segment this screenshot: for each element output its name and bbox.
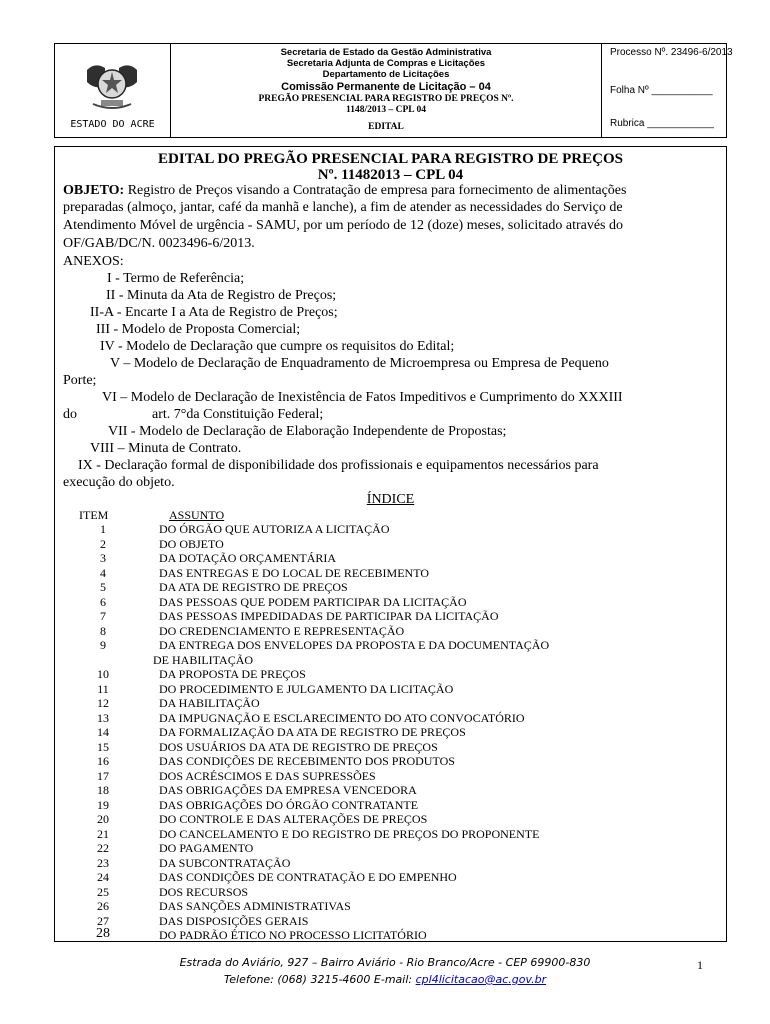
pregao-line-1: PREGÃO PRESENCIAL PARA REGISTRO DE PREÇOS Nº. bbox=[258, 94, 514, 104]
indice-item-subject: DAS SANÇÕES ADMINISTRATIVAS bbox=[159, 899, 351, 913]
indice-item-number: 18 bbox=[97, 783, 109, 797]
indice-item-number: 6 bbox=[100, 594, 106, 609]
indice-item-subject: DOS ACRÉSCIMOS E DAS SUPRESSÕES bbox=[159, 768, 376, 783]
indice-item-number: 13 bbox=[97, 710, 109, 725]
objeto-line-2: preparadas (almoço, jantar, café da manhã e lanche), a fim de atender as necessidades do Serviço de bbox=[63, 200, 623, 215]
departamento: Departamento de Licitações bbox=[322, 69, 450, 80]
footer-contact: Telefone: (068) 3215-4600 E-mail: cpl4licitacao@ac.gov.br bbox=[223, 973, 547, 986]
indice-item-subject: DOS RECURSOS bbox=[159, 884, 249, 899]
indice-item-number: 4 bbox=[100, 565, 106, 580]
main-content bbox=[54, 146, 727, 942]
indice-col-item: ITEM bbox=[79, 508, 109, 522]
anexo-vi-do: do bbox=[63, 407, 77, 422]
indice-item-number: 26 bbox=[97, 899, 109, 913]
objeto-label: OBJETO: bbox=[63, 183, 125, 198]
indice-item-subject: DA HABILITAÇÃO bbox=[159, 696, 260, 710]
anexo-vi-line-2: art. 7°da Constituição Federal; bbox=[152, 407, 324, 422]
anexo-i: I - Termo de Referência; bbox=[107, 271, 245, 286]
header-agency-block bbox=[171, 44, 602, 137]
indice-item-subject: DA SUBCONTRATAÇÃO bbox=[159, 855, 291, 870]
indice-item-number: 9 bbox=[100, 638, 106, 652]
indice-item-subject: DAS ENTREGAS E DO LOCAL DE RECEBIMENTO bbox=[159, 565, 429, 580]
indice-item-number: 23 bbox=[97, 855, 109, 870]
indice-item-subject: DA FORMALIZAÇÃO DA ATA DE REGISTRO DE PREÇOS bbox=[159, 725, 466, 739]
indice-item-number: 16 bbox=[97, 754, 109, 768]
logo-cell bbox=[55, 44, 171, 137]
indice-item-subject-continuation: DE HABILITAÇÃO bbox=[153, 652, 254, 667]
anexo-vi-line-1: VI – Modelo de Declaração de Inexistência de Fatos Impeditivos e Cumprimento do XXXIII bbox=[102, 390, 623, 405]
secretaria: Secretaria de Estado da Gestão Administrativa bbox=[280, 47, 492, 58]
indice-item-subject: DAS OBRIGAÇÕES DO ÓRGÃO CONTRATANTE bbox=[159, 797, 419, 812]
indice-item-subject: DO CANCELAMENTO E DO REGISTRO DE PREÇOS DO PROPONENTE bbox=[159, 826, 540, 841]
edital-number: Nº. 11482013 – CPL 04 bbox=[317, 167, 464, 183]
process-info bbox=[602, 44, 733, 137]
indice-item-subject: DAS OBRIGAÇÕES DA EMPRESA VENCEDORA bbox=[159, 783, 417, 797]
objeto-line-3: Atendimento Móvel de urgência - SAMU, por um período de 12 (doze) meses, solicitado através do bbox=[63, 218, 623, 233]
rubrica-field: Rubrica ____________ bbox=[610, 118, 714, 129]
indice-item-subject: DA IMPUGNAÇÃO E ESCLARECIMENTO DO ATO CONVOCATÓRIO bbox=[159, 710, 525, 725]
indice-title: ÍNDICE bbox=[366, 492, 415, 507]
indice-item-subject: DO PROCEDIMENTO E JULGAMENTO DA LICITAÇÃO bbox=[159, 681, 454, 696]
indice-item-number: 19 bbox=[97, 797, 109, 812]
anexo-ix-line-1: IX - Declaração formal de disponibilidade dos profissionais e equipamentos necessários para bbox=[78, 458, 599, 473]
indice-item-number: 22 bbox=[97, 841, 109, 855]
footer-address: Estrada do Aviário, 927 – Bairro Aviário - Rio Branco/Acre - CEP 69900-830 bbox=[179, 956, 591, 969]
anexo-ii: II - Minuta da Ata de Registro de Preços; bbox=[106, 288, 337, 303]
page-number: 1 bbox=[697, 958, 703, 972]
objeto-line-1: OBJETO: Registro de Preços visando a Contratação de empresa para fornecimento de alimentações bbox=[63, 183, 627, 198]
indice-item-subject: DAS DISPOSIÇÕES GERAIS bbox=[159, 913, 309, 928]
indice-item-number: 8 bbox=[100, 623, 106, 638]
indice-item-subject: DOS USUÁRIOS DA ATA DE REGISTRO DE PREÇOS bbox=[159, 739, 438, 754]
comissao: Comissão Permanente de Licitação – 04 bbox=[281, 81, 491, 93]
indice-item-subject: DO PADRÃO ÉTICO NO PROCESSO LICITATÓRIO bbox=[159, 928, 427, 942]
indice-item-number: 24 bbox=[97, 870, 109, 884]
anexo-ix-line-2: execução do objeto. bbox=[63, 475, 175, 490]
indice-item-subject: DO OBJETO bbox=[159, 536, 224, 551]
indice-item-number: 7 bbox=[100, 609, 106, 623]
indice-item-subject: DA ATA DE REGISTRO DE PREÇOS bbox=[159, 580, 348, 594]
indice-item-number: 15 bbox=[97, 739, 109, 754]
anexos-label: ANEXOS: bbox=[63, 254, 124, 269]
indice-item-number: 27 bbox=[97, 913, 109, 928]
indice-item-subject: DO CREDENCIAMENTO E REPRESENTAÇÃO bbox=[159, 623, 405, 638]
indice-item-subject: DAS CONDIÇÕES DE RECEBIMENTO DOS PRODUTOS bbox=[159, 754, 455, 768]
state-coat-of-arms bbox=[83, 60, 141, 112]
edital-cut-text: EDITAL bbox=[368, 122, 404, 132]
indice-item-subject: DO PAGAMENTO bbox=[159, 841, 254, 855]
indice-item-number: 21 bbox=[97, 826, 109, 841]
anexo-v-line-2: Porte; bbox=[63, 373, 97, 388]
indice-item-subject: DAS PESSOAS IMPEDIDADAS DE PARTICIPAR DA LICITAÇÃO bbox=[159, 609, 499, 623]
indice-item-number: 11 bbox=[97, 681, 109, 696]
indice-col-assunto: ASSUNTO bbox=[169, 508, 225, 522]
anexo-v-line-1: V – Modelo de Declaração de Enquadramento de Microempresa ou Empresa de Pequeno bbox=[110, 356, 609, 371]
indice-item-subject: DA ENTREGA DOS ENVELOPES DA PROPOSTA E DA DOCUMENTAÇÃO bbox=[159, 638, 550, 652]
pregao-line-2: 1148/2013 – CPL 04 bbox=[346, 105, 426, 115]
secretaria-adjunta: Secretaria Adjunta de Compras e Licitações bbox=[286, 58, 486, 69]
indice-item-number: 5 bbox=[100, 580, 106, 594]
objeto-line-4: OF/GAB/DC/N. 0023496-6/2013. bbox=[63, 236, 255, 251]
indice-item-number: 28 bbox=[96, 926, 110, 941]
anexo-iii: III - Modelo de Proposta Comercial; bbox=[96, 322, 301, 337]
indice-item-subject: DAS CONDIÇÕES DE CONTRATAÇÃO E DO EMPENHO bbox=[159, 870, 457, 884]
email-link[interactable]: cpl4licitacao@ac.gov.br bbox=[415, 973, 547, 986]
indice-item-number: 17 bbox=[97, 768, 109, 783]
indice-item-number: 3 bbox=[100, 551, 106, 565]
edital-title: EDITAL DO PREGÃO PRESENCIAL PARA REGISTRO DE PREÇOS bbox=[158, 151, 623, 167]
anexo-vii: VII - Modelo de Declaração de Elaboração Independente de Propostas; bbox=[108, 424, 507, 439]
indice-item-subject: DA DOTAÇÃO ORÇAMENTÁRIA bbox=[159, 551, 337, 565]
indice-item-number: 14 bbox=[97, 725, 109, 739]
anexo-ii-a: II-A - Encarte I a Ata de Registro de Preços; bbox=[90, 305, 338, 320]
anexo-iv: IV - Modelo de Declaração que cumpre os requisitos do Edital; bbox=[100, 339, 455, 354]
indice-item-number: 10 bbox=[97, 667, 109, 681]
folha-field: Folha Nº ___________ bbox=[610, 85, 713, 96]
indice-item-number: 1 bbox=[100, 522, 106, 536]
document-header bbox=[54, 43, 733, 138]
indice-item-number: 20 bbox=[97, 812, 109, 826]
state-label: ESTADO DO ACRE bbox=[70, 119, 155, 130]
indice-item-number: 2 bbox=[100, 536, 106, 551]
indice-item-subject: DO CONTROLE E DAS ALTERAÇÕES DE PREÇOS bbox=[159, 812, 428, 826]
indice-item-number: 25 bbox=[97, 884, 109, 899]
indice-item-number: 12 bbox=[97, 696, 109, 710]
indice-item-subject: DO ÓRGÃO QUE AUTORIZA A LICITAÇÃO bbox=[159, 522, 390, 536]
indice-item-subject: DA PROPOSTA DE PREÇOS bbox=[159, 667, 306, 681]
processo-number: Processo Nº. 23496-6/2013 bbox=[610, 47, 733, 58]
anexo-viii: VIII – Minuta de Contrato. bbox=[90, 441, 242, 456]
indice-item-subject: DAS PESSOAS QUE PODEM PARTICIPAR DA LICITAÇÃO bbox=[159, 594, 467, 609]
